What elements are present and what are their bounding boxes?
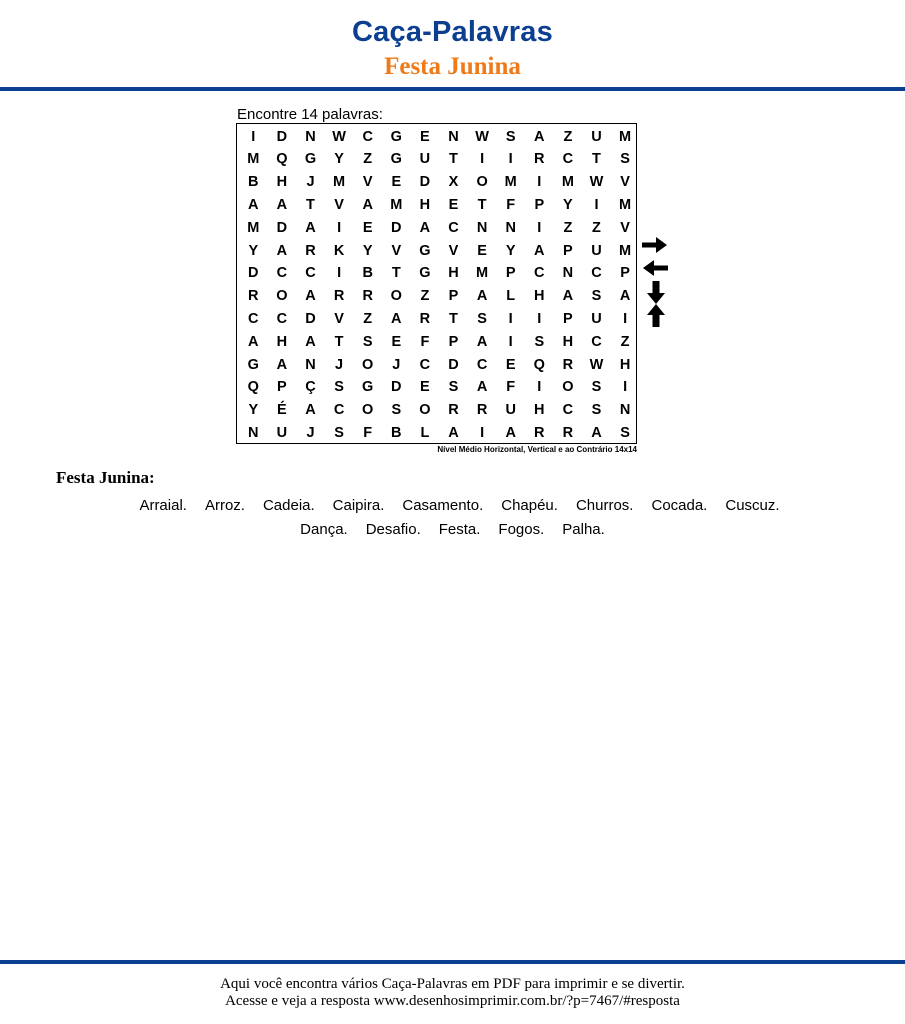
grid-cell[interactable]: S xyxy=(448,379,459,396)
grid-cell[interactable]: A xyxy=(534,242,545,259)
grid-cell[interactable]: V xyxy=(391,242,402,259)
grid-row xyxy=(237,399,636,422)
grid-cell[interactable]: O xyxy=(362,402,374,419)
grid-cell[interactable]: V xyxy=(334,196,344,213)
grid-cell[interactable]: Q xyxy=(247,379,259,396)
grid-cell[interactable]: G xyxy=(390,128,402,145)
grid-cell[interactable]: Y xyxy=(362,242,373,259)
grid-cell[interactable]: S xyxy=(591,288,602,305)
grid-cell[interactable]: B xyxy=(391,424,402,441)
word-search-grid xyxy=(236,123,637,444)
grid-row xyxy=(237,354,636,377)
grid-cell[interactable]: O xyxy=(562,379,574,396)
grid-cell[interactable]: U xyxy=(505,402,516,419)
word-list-item: Palha. xyxy=(562,521,605,538)
grid-cell[interactable]: R xyxy=(419,310,431,327)
grid-cell[interactable]: V xyxy=(448,242,459,259)
grid-cell[interactable]: C xyxy=(562,151,574,168)
grid-cell[interactable]: S xyxy=(591,379,602,396)
grid-cell[interactable]: R xyxy=(333,288,345,305)
grid-cell[interactable]: H xyxy=(276,333,288,350)
word-list-item: Cocada. xyxy=(651,497,708,514)
grid-cell[interactable]: I xyxy=(537,310,542,327)
grid-row xyxy=(237,126,636,149)
grid-cell[interactable]: Y xyxy=(248,402,259,419)
grid-cell[interactable]: X xyxy=(448,174,459,191)
puzzle-instruction: Encontre 14 palavras: xyxy=(237,106,383,123)
grid-cell[interactable]: D xyxy=(391,379,402,396)
grid-row xyxy=(237,422,636,445)
grid-cell[interactable]: U xyxy=(276,424,288,441)
grid-cell[interactable]: R xyxy=(562,424,574,441)
grid-row xyxy=(237,171,636,194)
grid-cell[interactable]: I xyxy=(480,151,485,168)
grid-cell[interactable]: J xyxy=(335,356,344,373)
grid-cell[interactable]: I xyxy=(623,310,628,327)
grid-cell[interactable]: U xyxy=(591,310,602,327)
grid-cell[interactable]: M xyxy=(247,151,260,168)
grid-cell[interactable]: P xyxy=(534,196,545,213)
grid-cell[interactable]: E xyxy=(391,333,402,350)
grid-cell[interactable]: Q xyxy=(533,356,545,373)
grid-cell[interactable]: S xyxy=(620,424,630,441)
grid-cell[interactable]: A xyxy=(305,219,316,236)
grid-cell[interactable]: A xyxy=(248,196,259,213)
word-list-item: Cuscuz. xyxy=(725,497,780,514)
grid-cell[interactable]: R xyxy=(248,288,259,305)
grid-cell[interactable]: O xyxy=(476,174,488,191)
grid-cell[interactable]: D xyxy=(276,219,288,236)
grid-cell[interactable]: V xyxy=(334,310,344,327)
grid-cell[interactable]: T xyxy=(592,151,601,168)
grid-cell[interactable]: A xyxy=(619,288,631,305)
grid-cell[interactable]: V xyxy=(620,174,630,191)
grid-cell[interactable]: K xyxy=(333,242,345,259)
grid-cell[interactable]: M xyxy=(504,174,517,191)
grid-cell[interactable]: L xyxy=(506,288,516,305)
grid-cell[interactable]: M xyxy=(476,265,489,282)
grid-cell[interactable]: Z xyxy=(620,333,630,350)
grid-cell[interactable]: Z xyxy=(420,288,430,305)
grid-cell[interactable]: A xyxy=(476,379,488,396)
grid-cell[interactable]: P xyxy=(448,333,459,350)
grid-cell[interactable]: P xyxy=(448,288,459,305)
grid-cell[interactable]: R xyxy=(305,242,316,259)
grid-cell[interactable]: A xyxy=(476,333,488,350)
word-list-item: Churros. xyxy=(575,497,634,514)
grid-cell[interactable]: A xyxy=(276,242,288,259)
grid-cell[interactable]: A xyxy=(248,333,259,350)
page-title: Caça-Palavras xyxy=(352,16,553,48)
grid-cell[interactable]: F xyxy=(506,379,516,396)
word-list-item: Festa. xyxy=(438,521,481,538)
grid-cell[interactable]: E xyxy=(420,128,430,145)
grid-cell[interactable]: R xyxy=(562,356,574,373)
grid-cell[interactable]: A xyxy=(505,424,516,441)
grid-cell[interactable]: A xyxy=(276,196,288,213)
grid-cell[interactable]: N xyxy=(476,219,488,236)
grid-cell[interactable]: J xyxy=(306,174,315,191)
word-list-item: Arraial. xyxy=(139,497,187,514)
grid-cell[interactable]: Z xyxy=(363,151,373,168)
grid-cell[interactable]: I xyxy=(508,333,513,350)
grid-cell[interactable]: P xyxy=(620,265,630,282)
grid-cell[interactable]: M xyxy=(333,174,346,191)
grid-cell[interactable]: S xyxy=(334,379,344,396)
grid-cell[interactable]: U xyxy=(591,242,602,259)
grid-row xyxy=(237,240,636,263)
word-list-item: Chapéu. xyxy=(501,497,558,514)
grid-cell[interactable]: A xyxy=(562,288,574,305)
grid-row xyxy=(237,285,636,308)
grid-cell[interactable]: C xyxy=(591,333,602,350)
grid-cell[interactable]: C xyxy=(476,356,488,373)
top-divider xyxy=(0,87,905,91)
grid-cell[interactable]: A xyxy=(305,333,316,350)
grid-cell[interactable]: E xyxy=(505,356,516,373)
grid-cell[interactable]: N xyxy=(562,265,574,282)
grid-cell[interactable]: T xyxy=(334,333,344,350)
grid-cell[interactable]: G xyxy=(247,356,259,373)
grid-cell[interactable]: Ç xyxy=(305,379,316,396)
grid-cell[interactable]: H xyxy=(448,265,459,282)
grid-cell[interactable]: G xyxy=(419,242,431,259)
grid-cell[interactable]: I xyxy=(537,174,542,191)
grid-cell[interactable]: C xyxy=(419,356,431,373)
grid-cell[interactable]: D xyxy=(248,265,259,282)
grid-cell[interactable]: M xyxy=(619,196,632,213)
grid-cell[interactable]: A xyxy=(305,288,316,305)
grid-cell[interactable]: V xyxy=(362,174,373,191)
grid-cell[interactable]: N xyxy=(619,402,631,419)
grid-cell[interactable]: H xyxy=(619,356,631,373)
grid-cell[interactable]: H xyxy=(534,288,545,305)
word-list-item: Desafio. xyxy=(365,521,421,538)
grid-cell[interactable]: W xyxy=(332,128,346,145)
grid-cell[interactable]: C xyxy=(333,402,345,419)
footer-line-1: Aqui você encontra vários Caça-Palavras em PDF para imprimir e se divertir. xyxy=(220,976,685,992)
grid-cell[interactable]: N xyxy=(305,356,316,373)
grid-cell[interactable]: V xyxy=(620,219,630,236)
grid-cell[interactable]: A xyxy=(534,128,545,145)
grid-cell[interactable]: C xyxy=(276,265,288,282)
grid-cell[interactable]: M xyxy=(390,196,403,213)
grid-cell[interactable]: H xyxy=(534,402,545,419)
grid-cell[interactable]: J xyxy=(306,424,315,441)
grid-cell[interactable]: E xyxy=(420,379,430,396)
grid-cell[interactable]: F xyxy=(363,424,373,441)
grid-cell[interactable]: A xyxy=(362,196,373,213)
grid-cell[interactable]: S xyxy=(620,151,630,168)
grid-cell[interactable]: S xyxy=(534,333,545,350)
grid-cell[interactable]: G xyxy=(362,379,374,396)
arrow-down-icon xyxy=(646,281,666,305)
grid-cell[interactable]: C xyxy=(248,310,259,327)
grid-cell[interactable]: F xyxy=(420,333,430,350)
grid-cell[interactable]: D xyxy=(276,128,288,145)
grid-cell[interactable]: H xyxy=(276,174,288,191)
grid-cell[interactable]: R xyxy=(448,402,459,419)
grid-cell[interactable]: E xyxy=(362,219,373,236)
grid-cell[interactable]: A xyxy=(591,424,602,441)
arrow-left-icon xyxy=(642,259,668,279)
grid-cell[interactable]: W xyxy=(589,356,604,373)
grid-cell[interactable]: B xyxy=(248,174,259,191)
word-list-item: Dança. xyxy=(300,521,348,538)
grid-cell[interactable]: Z xyxy=(563,128,573,145)
grid-cell[interactable]: T xyxy=(306,196,315,213)
grid-cell[interactable]: R xyxy=(476,402,488,419)
grid-cell[interactable]: W xyxy=(475,128,489,145)
word-list-heading: Festa Junina: xyxy=(56,468,155,487)
grid-cell[interactable]: U xyxy=(419,151,431,168)
grid-row xyxy=(237,262,636,285)
grid-cell[interactable]: S xyxy=(391,402,402,419)
word-list-item: Caipira. xyxy=(332,497,385,514)
arrow-up-icon xyxy=(646,303,666,327)
grid-cell[interactable]: U xyxy=(591,128,602,145)
grid-cell[interactable]: I xyxy=(508,310,513,327)
grid-cell[interactable]: R xyxy=(362,288,373,305)
grid-cell[interactable]: Z xyxy=(363,310,373,327)
grid-row xyxy=(237,217,636,240)
grid-cell[interactable]: I xyxy=(337,265,342,282)
grid-cell[interactable]: C xyxy=(448,219,459,236)
grid-cell[interactable]: C xyxy=(562,402,574,419)
grid-cell[interactable]: É xyxy=(277,402,287,419)
grid-cell[interactable]: I xyxy=(337,219,342,236)
grid-cell[interactable]: N xyxy=(305,128,316,145)
grid-cell[interactable]: C xyxy=(305,265,316,282)
grid-cell[interactable]: G xyxy=(390,151,402,168)
grid-cell[interactable]: I xyxy=(480,424,485,441)
grid-cell[interactable]: Y xyxy=(248,242,259,259)
grid-cell[interactable]: D xyxy=(419,174,431,191)
grid-cell[interactable]: T xyxy=(477,196,487,213)
grid-cell[interactable]: C xyxy=(276,310,288,327)
grid-cell[interactable]: B xyxy=(362,265,373,282)
grid-cell[interactable]: G xyxy=(304,151,317,168)
page-subtitle: Festa Junina xyxy=(384,53,521,80)
grid-cell[interactable]: S xyxy=(334,424,344,441)
grid-cell[interactable]: A xyxy=(391,310,402,327)
grid-cell[interactable]: O xyxy=(390,288,402,305)
grid-cell[interactable]: Y xyxy=(505,242,516,259)
grid-cell[interactable]: S xyxy=(477,310,487,327)
grid-cell[interactable]: H xyxy=(419,196,431,213)
footer-line-2: Acesse e veja a resposta www.desenhosimprimir.com.br/?p=7467/#resposta xyxy=(225,993,680,1009)
grid-cell[interactable]: G xyxy=(419,265,431,282)
grid-cell[interactable]: Y xyxy=(334,151,344,168)
grid-cell[interactable]: M xyxy=(561,174,574,191)
grid-cell[interactable]: W xyxy=(589,174,604,191)
grid-cell[interactable]: N xyxy=(448,128,459,145)
grid-cell[interactable]: J xyxy=(392,356,401,373)
grid-cell[interactable]: E xyxy=(477,242,487,259)
grid-cell[interactable]: I xyxy=(537,219,542,236)
grid-cell[interactable]: S xyxy=(362,333,373,350)
grid-cell[interactable]: R xyxy=(534,424,545,441)
word-list-item: Fogos. xyxy=(498,521,545,538)
grid-row xyxy=(237,194,636,217)
grid-cell[interactable]: C xyxy=(591,265,602,282)
grid-cell[interactable]: A xyxy=(476,288,488,305)
grid-cell[interactable]: A xyxy=(305,402,316,419)
grid-row xyxy=(237,376,636,399)
grid-cell[interactable]: H xyxy=(562,333,574,350)
grid-cell[interactable]: A xyxy=(276,356,288,373)
grid-cell[interactable]: T xyxy=(449,310,458,327)
grid-cell[interactable]: A xyxy=(448,424,459,441)
grid-cell[interactable]: P xyxy=(277,379,287,396)
arrow-right-icon xyxy=(642,236,668,256)
grid-cell[interactable]: O xyxy=(362,356,374,373)
grid-cell[interactable]: Z xyxy=(563,219,573,236)
grid-cell[interactable]: T xyxy=(391,265,401,282)
grid-cell[interactable]: D xyxy=(305,310,316,327)
grid-cell[interactable]: O xyxy=(276,288,288,305)
grid-cell[interactable]: L xyxy=(420,424,430,441)
grid-cell[interactable]: Q xyxy=(276,151,288,168)
grid-cell[interactable]: P xyxy=(505,265,516,282)
grid-cell[interactable]: M xyxy=(247,219,260,236)
grid-cell[interactable]: E xyxy=(448,196,459,213)
word-list-line-2 xyxy=(0,521,905,538)
word-list-item: Cadeia. xyxy=(262,497,315,514)
grid-cell[interactable]: T xyxy=(449,151,458,168)
grid-row xyxy=(237,148,636,171)
grid-cell[interactable]: I xyxy=(251,128,256,145)
grid-row xyxy=(237,308,636,331)
word-list-line-1 xyxy=(0,497,905,514)
grid-row xyxy=(237,331,636,354)
word-list-item: Arroz. xyxy=(204,497,245,514)
grid-cell[interactable]: N xyxy=(505,219,516,236)
grid-cell[interactable]: C xyxy=(534,265,545,282)
grid-cell[interactable]: D xyxy=(391,219,402,236)
word-list-item: Casamento. xyxy=(402,497,484,514)
grid-cell[interactable]: I xyxy=(508,151,513,168)
grid-cell[interactable]: O xyxy=(419,402,431,419)
grid-cell[interactable]: E xyxy=(391,174,402,191)
grid-cell[interactable]: I xyxy=(594,196,599,213)
difficulty-note: Nível Médio Horizontal, Vertical e ao Contrário 14x14 xyxy=(437,445,637,454)
grid-cell[interactable]: A xyxy=(419,219,431,236)
grid-cell[interactable]: Y xyxy=(563,196,573,213)
grid-cell[interactable]: N xyxy=(248,424,259,441)
grid-cell[interactable]: M xyxy=(619,242,632,259)
grid-cell[interactable]: M xyxy=(619,128,632,145)
grid-cell[interactable]: S xyxy=(591,402,602,419)
bottom-divider xyxy=(0,960,905,964)
grid-cell[interactable]: Z xyxy=(592,219,601,236)
grid-cell[interactable]: R xyxy=(534,151,545,168)
grid-cell[interactable]: S xyxy=(505,128,516,145)
grid-cell[interactable]: F xyxy=(506,196,516,213)
grid-cell[interactable]: I xyxy=(537,379,542,396)
grid-cell[interactable]: C xyxy=(362,128,373,145)
grid-cell[interactable]: D xyxy=(448,356,459,373)
grid-cell[interactable]: P xyxy=(563,242,573,259)
grid-cell[interactable]: I xyxy=(623,379,628,396)
grid-cell[interactable]: P xyxy=(563,310,573,327)
